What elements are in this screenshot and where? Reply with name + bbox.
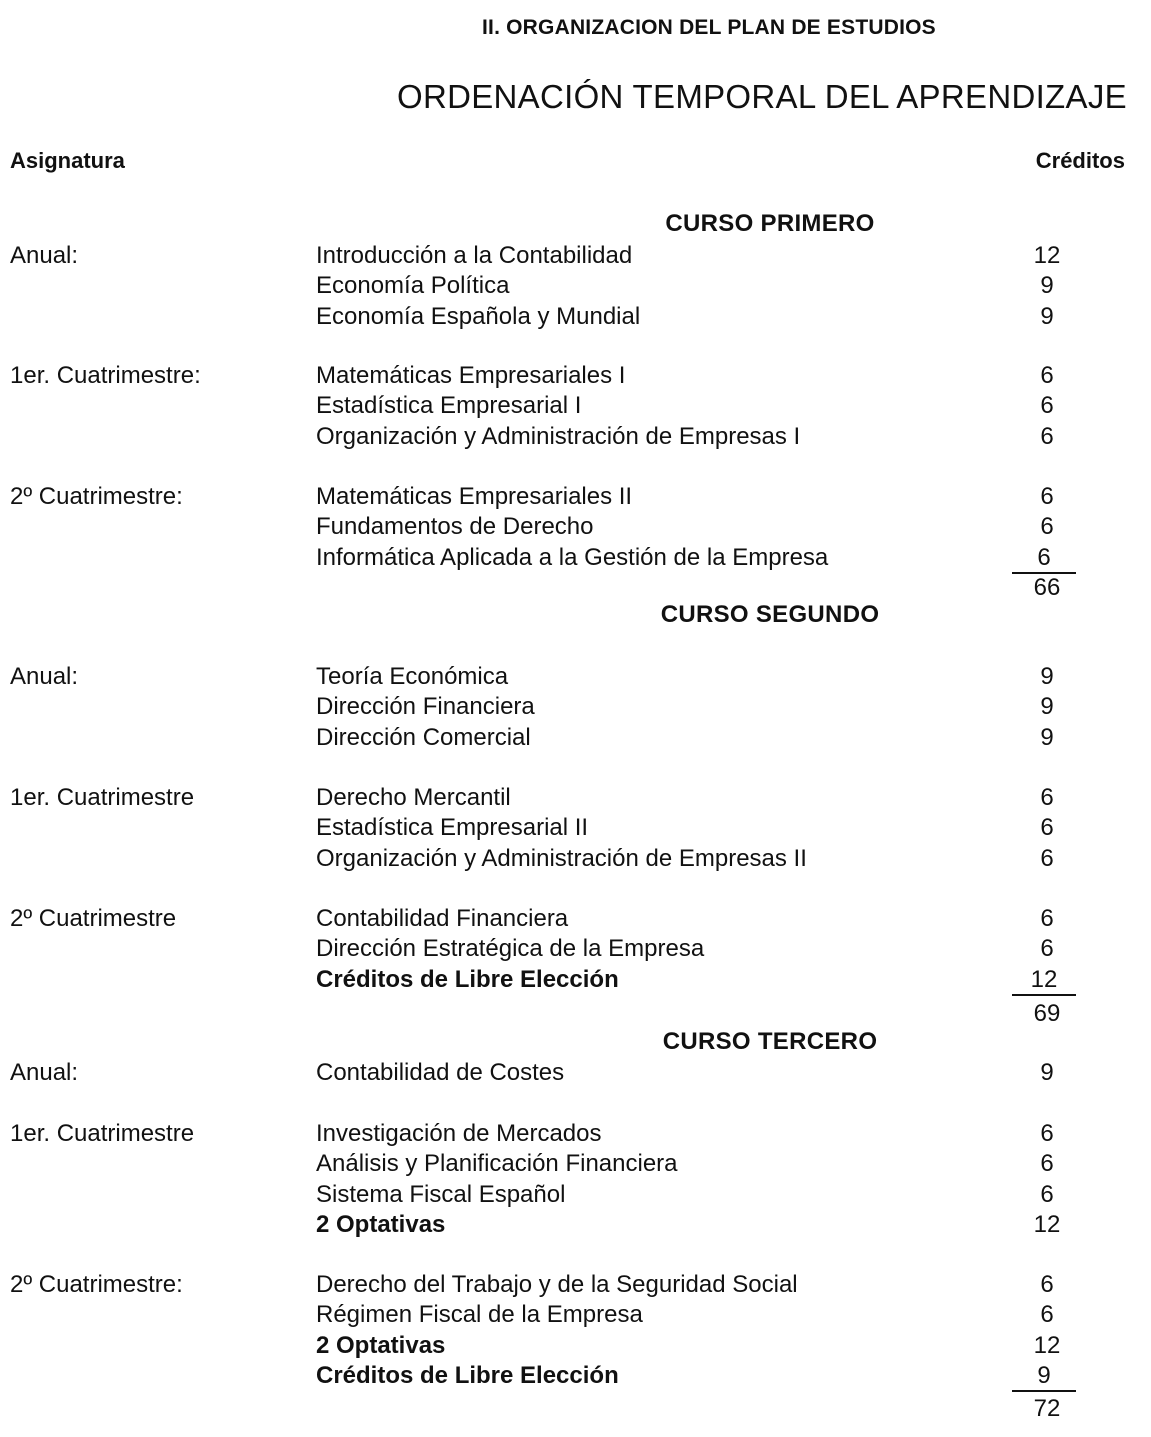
- period-label: 1er. Cuatrimestre:: [10, 362, 201, 389]
- credit-value: 9: [1040, 663, 1054, 690]
- credit-value: 6: [1040, 784, 1054, 811]
- section-heading: II. ORGANIZACION DEL PLAN DE ESTUDIOS: [482, 16, 936, 39]
- period-label: Anual:: [10, 663, 79, 690]
- credit-value: 6: [1040, 935, 1054, 963]
- subject-name: Contabilidad de Costes: [316, 1059, 565, 1086]
- credit-value: 9: [1040, 272, 1054, 300]
- course-title: CURSO PRIMERO: [665, 210, 875, 237]
- subject-name: Economía Española y Mundial: [316, 302, 641, 330]
- subject-name: Matemáticas Empresariales II: [316, 483, 633, 510]
- course-total: 72: [1033, 1395, 1061, 1422]
- credit-value: 6: [1040, 1120, 1054, 1147]
- subject-name: Derecho Mercantil: [316, 784, 511, 811]
- subject-name: Dirección Comercial: [316, 723, 531, 751]
- subject-name: Contabilidad Financiera: [316, 905, 569, 932]
- credit-value: 6: [1040, 1271, 1054, 1298]
- period-label: Anual:: [10, 1059, 79, 1086]
- subject-name: Fundamentos de Derecho: [316, 513, 594, 541]
- course-title: CURSO SEGUNDO: [660, 601, 880, 628]
- subject-name: Dirección Financiera: [316, 693, 535, 721]
- subject-name: Organización y Administración de Empresas II: [316, 844, 807, 872]
- credit-value: 9: [1040, 723, 1054, 751]
- credit-value: 6: [1040, 513, 1054, 541]
- period-label: 1er. Cuatrimestre: [10, 784, 195, 811]
- subject-name: Teoría Económica: [316, 663, 509, 690]
- period-label: Anual:: [10, 242, 79, 269]
- credit-value: 6: [1040, 1150, 1054, 1178]
- period-label: 2º Cuatrimestre:: [10, 483, 183, 510]
- credit-value: 6: [1040, 814, 1054, 842]
- credit-value: 6: [1040, 844, 1054, 872]
- column-header-subject: Asignatura: [10, 148, 125, 173]
- subject-name: Sistema Fiscal Español: [316, 1180, 566, 1208]
- credit-value: 6: [1012, 544, 1076, 574]
- credit-value: 12: [1033, 242, 1061, 269]
- subject-name: Investigación de Mercados: [316, 1120, 602, 1147]
- credit-value: 12: [1033, 1211, 1061, 1239]
- subject-name: Economía Política: [316, 272, 510, 300]
- subject-name: Introducción a la Contabilidad: [316, 242, 633, 269]
- credit-value: 9: [1040, 302, 1054, 330]
- column-header-credits: Créditos: [1035, 148, 1125, 173]
- subject-name: Derecho del Trabajo y de la Seguridad Social: [316, 1271, 798, 1298]
- subject-name: Créditos de Libre Elección: [316, 965, 619, 993]
- credit-value: 6: [1040, 392, 1054, 420]
- credit-value: 6: [1040, 905, 1054, 932]
- credit-value: 6: [1040, 1180, 1054, 1208]
- credit-value: 12: [1012, 966, 1076, 996]
- period-label: 2º Cuatrimestre:: [10, 1271, 183, 1298]
- period-label: 2º Cuatrimestre: [10, 905, 177, 932]
- subject-name: Análisis y Planificación Financiera: [316, 1150, 678, 1178]
- course-total: 69: [1033, 1000, 1061, 1027]
- subject-name: 2 Optativas: [316, 1331, 446, 1359]
- credit-value: 9: [1012, 1362, 1076, 1392]
- subject-name: Estadística Empresarial II: [316, 814, 589, 842]
- subject-name: Estadística Empresarial I: [316, 392, 582, 420]
- credit-value: 6: [1040, 422, 1054, 450]
- course-title: CURSO TERCERO: [662, 1028, 878, 1055]
- subject-name: Régimen Fiscal de la Empresa: [316, 1301, 643, 1329]
- period-label: 1er. Cuatrimestre: [10, 1120, 195, 1147]
- credit-value: 6: [1040, 1301, 1054, 1329]
- subject-name: Organización y Administración de Empresas I: [316, 422, 801, 450]
- credit-value: 6: [1040, 483, 1054, 510]
- credit-value: 6: [1040, 362, 1054, 389]
- credit-value: 9: [1040, 1059, 1054, 1086]
- course-total: 66: [1033, 574, 1061, 601]
- document-title: ORDENACIÓN TEMPORAL DEL APRENDIZAJE: [397, 78, 1127, 115]
- subject-name: Créditos de Libre Elección: [316, 1362, 619, 1390]
- subject-name: Informática Aplicada a la Gestión de la Empresa: [316, 543, 829, 571]
- credit-value: 12: [1033, 1331, 1061, 1359]
- subject-name: Matemáticas Empresariales I: [316, 362, 626, 389]
- subject-name: 2 Optativas: [316, 1211, 446, 1239]
- credit-value: 9: [1040, 693, 1054, 721]
- subject-name: Dirección Estratégica de la Empresa: [316, 935, 705, 963]
